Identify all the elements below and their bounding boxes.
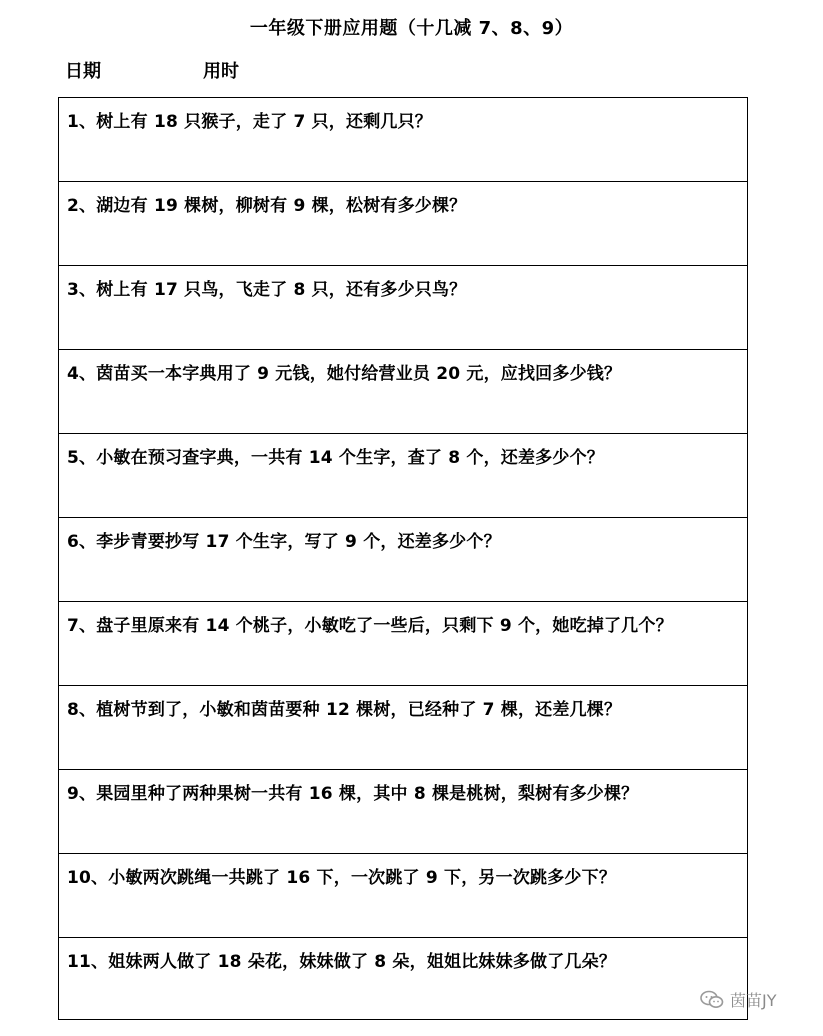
problem-text-11: 11、姐妹两人做了 18 朵花，妹妹做了 8 朵，姐姐比妹妹多做了几朵？ [67,952,617,972]
time-label: 用时 [203,61,239,82]
problem-row-10 [59,854,747,938]
date-label: 日期 [65,61,101,82]
problem-row-3 [59,266,747,350]
watermark [700,988,777,1011]
problem-row-11 [59,938,747,1019]
problem-text-7: 7、盘子里原来有 14 个桃子，小敏吃了一些后，只剩下 9 个，她吃掉了几个？ [67,616,673,636]
wechat-icon [700,990,724,1010]
problem-text-3: 3、树上有 17 只鸟，飞走了 8 只，还有多少只鸟？ [67,280,467,300]
problem-text-6: 6、李步青要抄写 17 个生字，写了 9 个，还差多少个？ [67,532,501,552]
problem-text-1: 1、树上有 18 只猴子，走了 7 只，还剩几只？ [67,112,432,132]
problem-row-9 [59,770,747,854]
problem-text-9: 9、果园里种了两种果树一共有 16 棵，其中 8 棵是桃树，梨树有多少棵？ [67,784,639,804]
problem-text-2: 2、湖边有 19 棵树，柳树有 9 棵，松树有多少棵？ [67,196,467,216]
problem-text-8: 8、植树节到了，小敏和茵苗要种 12 棵树，已经种了 7 棵，还差几棵？ [67,700,622,720]
problem-row-6 [59,518,747,602]
problem-row-8 [59,686,747,770]
problem-text-4: 4、茵苗买一本字典用了 9 元钱，她付给营业员 20 元，应找回多少钱？ [67,364,622,384]
problem-row-4 [59,350,747,434]
page-title: 一年级下册应用题（十几减 7、8、9） [249,18,574,39]
problem-row-7 [59,602,747,686]
problem-row-2 [59,182,747,266]
watermark-text: 茵苗JY [730,991,777,1010]
problem-text-10: 10、小敏两次跳绳一共跳了 16 下，一次跳了 9 下，另一次跳多少下？ [67,868,617,888]
problem-row-5 [59,434,747,518]
problem-table [58,97,748,1020]
problem-text-5: 5、小敏在预习查字典，一共有 14 个生字，查了 8 个，还差多少个？ [67,448,604,468]
problem-row-1 [59,98,747,182]
